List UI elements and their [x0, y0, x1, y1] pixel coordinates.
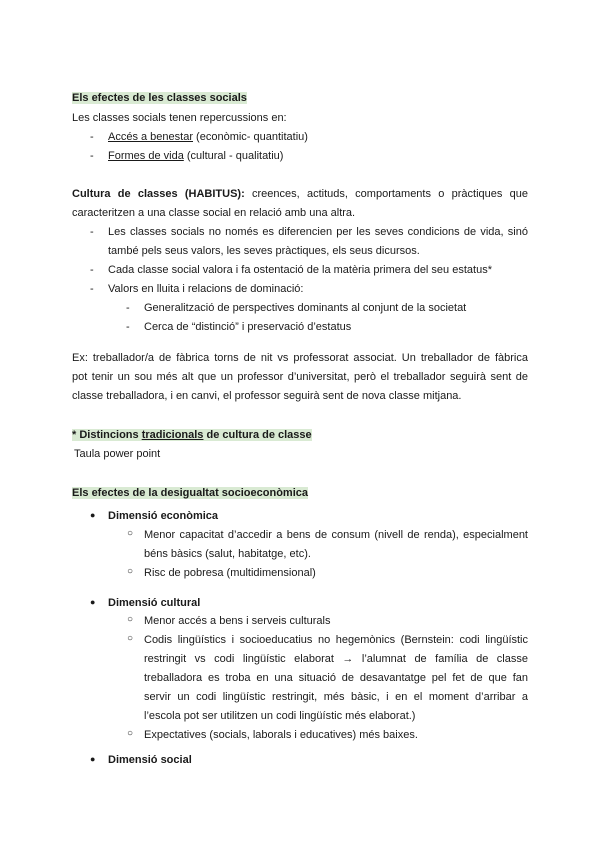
paragraph: Ex: treballador/a de fàbrica torns de nit vs professorat associat. Un treballador de fàbrica	[72, 352, 528, 364]
list-item: servir un codi lingüístic restringit, més bàsic, i en el moment d’arribar a	[144, 691, 528, 703]
list-item: Dimensió cultural	[108, 597, 201, 609]
section-heading: * Distincions tradicionals de cultura de classe	[72, 429, 312, 441]
circle-bullet-icon: ○	[127, 528, 134, 539]
circle-bullet-icon: ○	[127, 633, 134, 644]
list-item: Accés a benestar (econòmic- quantitatiu)	[108, 131, 308, 143]
paragraph: pot tenir un sou més alt que un professor d’universitat, però el treballador seguirà sent de	[72, 371, 528, 383]
list-item: Menor capacitat d’accedir a bens de consum (nivell de renda), especialment	[144, 529, 528, 541]
section-heading: Els efectes de la desigualtat socioeconòmica	[72, 487, 308, 499]
bullet-icon: ●	[90, 754, 96, 764]
paragraph: Les classes socials tenen repercussions en:	[72, 112, 287, 124]
paragraph: caracteritzen a una classe social en relació amb una altra.	[72, 207, 356, 219]
list-item: Valors en lluita i relacions de dominació:	[108, 283, 304, 295]
section-heading: Els efectes de les classes socials	[72, 92, 247, 104]
bullet-icon: ●	[90, 510, 96, 520]
list-item: Cada classe social valora i fa ostentació de la matèria primera del seu estatus*	[108, 264, 492, 276]
list-item: béns bàsics (salut, habitatge, etc).	[144, 548, 311, 560]
list-dash: -	[126, 321, 130, 333]
list-item: -	[90, 131, 94, 143]
list-item: restringit vs codi lingüístic elaborat → l’alumnat de família de classe	[144, 653, 528, 665]
bullet-icon: ●	[90, 597, 96, 607]
list-item: Risc de pobresa (multidimensional)	[144, 567, 316, 579]
list-dash: -	[90, 264, 94, 276]
list-dash: -	[126, 302, 130, 314]
circle-bullet-icon: ○	[127, 566, 134, 577]
list-item: treballadora es troba en una situació de desavantatge pel fet de que fan	[144, 672, 528, 684]
list-item: Dimensió social	[108, 754, 192, 766]
list-item: Les classes socials no només es diferencien per les seves condicions de vida, sinó	[108, 226, 528, 238]
circle-bullet-icon: ○	[127, 614, 134, 625]
list-item: Formes de vida (cultural - qualitatiu)	[108, 150, 284, 162]
list-dash: -	[90, 283, 94, 295]
list-item: Generalització de perspectives dominants al conjunt de la societat	[144, 302, 467, 314]
circle-bullet-icon: ○	[127, 728, 134, 739]
list-item: també pels seus valors, les seves pràctiques, els seus dicursos.	[108, 245, 420, 257]
list-item: Expectatives (socials, laborals i educatives) més baixes.	[144, 729, 418, 741]
paragraph: Cultura de classes (HABITUS): creences, actituds, comportaments o pràctiques que	[72, 188, 528, 200]
list-item: Dimensió econòmica	[108, 510, 219, 522]
list-item: l’escola pot ser utilitzen un codi lingüístic més elaborat.)	[144, 710, 416, 722]
paragraph: classe treballadora, i en canvi, el professor seguirà sent de nova classe mitjana.	[72, 390, 462, 402]
paragraph: Taula power point	[74, 448, 161, 460]
list-item: Cerca de “distinció” i preservació d’estatus	[144, 321, 352, 333]
list-item: Menor accés a bens i serveis culturals	[144, 615, 331, 627]
list-dash: -	[90, 226, 94, 238]
list-item: -	[90, 150, 94, 162]
list-item: Codis lingüístics i socioeducatius no hegemònics (Bernstein: codi lingüístic	[144, 634, 528, 646]
